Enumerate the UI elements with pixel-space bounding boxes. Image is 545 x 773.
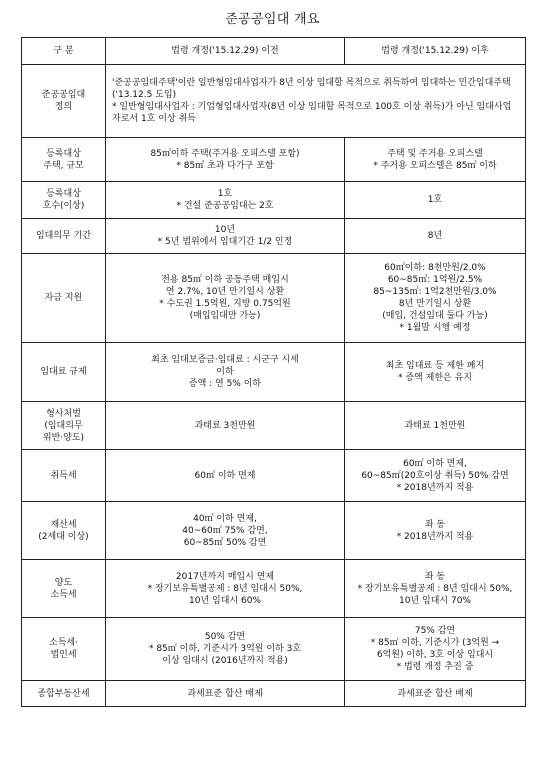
before-cell — [106, 502, 345, 560]
before-line: * 85㎡ 초과 다가구 포함 — [176, 160, 274, 171]
row-category — [22, 502, 106, 560]
before-line: 연 2.7%, 10년 만기일시 상환 — [165, 287, 285, 297]
row-category — [22, 402, 106, 450]
table-row — [22, 450, 526, 502]
after-cell — [345, 138, 526, 182]
row-category — [22, 254, 106, 343]
before-cell — [106, 560, 345, 618]
before-line: 50% 감면 — [204, 632, 246, 642]
before-line: 전용 85㎡ 이하 공동주택 매입시 — [161, 275, 289, 285]
before-line: * 건설 준공공임대는 2호 — [176, 201, 274, 211]
after-cell — [345, 219, 526, 254]
before-line: * 수도권 1.5억원, 지방 0.75억원 — [159, 299, 291, 309]
before-line: 60㎡ 이하 면제 — [194, 470, 256, 481]
after-line: 주택 및 주거용 오피스텔 — [387, 148, 483, 159]
after-line: * 증액 제한은 유지 — [398, 373, 472, 383]
after-line: 최초 임대료 등 제한 폐지 — [385, 361, 485, 371]
before-line: 최초 임대보증금·임대료 : 시군구 시세 — [151, 355, 299, 365]
category-line: 임대료 규제 — [40, 367, 87, 377]
category-line: 위반·양도) — [42, 432, 85, 443]
before-line: * 장기보유특별공제 : 8년 임대시 50%, — [147, 583, 303, 594]
after-line: 과태료 1천만원 — [404, 420, 466, 431]
after-line: 6억원) 이하, 3호 이상 임대시 — [376, 650, 494, 660]
category-line: 법인세 — [50, 650, 77, 660]
before-line: 85㎡이하 주택(주거용 오피스텔 포함) — [150, 148, 300, 159]
row-category — [22, 182, 106, 219]
category-line: 호수(이상) — [42, 201, 85, 211]
before-cell — [106, 618, 345, 681]
category-line: 임대의무 기간 — [35, 231, 92, 241]
after-line: (매입, 건설임대 둘다 가능) — [382, 311, 488, 321]
before-line: 과태료 3천만원 — [194, 420, 256, 431]
before-line: (매입임대만 가능) — [189, 311, 261, 321]
before-cell — [106, 254, 345, 343]
after-line: 8년 만기일시 상환 — [398, 299, 472, 309]
row-category — [22, 343, 106, 402]
before-cell — [106, 681, 345, 707]
before-line: 10년 — [214, 225, 236, 235]
table-row — [22, 219, 526, 254]
header-after: 법령 개정('15.12.29) 이후 — [345, 38, 526, 65]
category-line: 소득세 — [50, 589, 77, 600]
definition-line: '준공공임대주택'이란 일반형임대사업자가 8년 이상 임대할 목적으로 취득하여 임대하는 민간임대주택('13.12.5 도입) — [112, 78, 511, 100]
before-line: 10년 임대시 60% — [189, 595, 261, 606]
after-cell — [345, 560, 526, 618]
row-category — [22, 560, 106, 618]
header-before: 법령 개정('15.12.29) 이전 — [106, 38, 345, 65]
after-cell — [345, 618, 526, 681]
category-line: 주택, 규모 — [43, 160, 84, 171]
category-line: 자금 지원 — [44, 293, 83, 303]
after-cell — [345, 402, 526, 450]
before-cell — [106, 450, 345, 502]
category-line: 소득세· — [49, 638, 78, 648]
after-line: * 85㎡ 이하, 기준시가 (3억원 → — [370, 638, 500, 648]
before-line: 1호 — [217, 189, 233, 199]
before-line: 과세표준 합산 배제 — [187, 688, 263, 699]
after-line: 60~85㎡: 1억원/2.5% — [387, 275, 483, 285]
before-line: 2017년까지 매입시 면제 — [175, 571, 275, 582]
category-line: 취득세 — [50, 470, 77, 481]
table-row — [22, 502, 526, 560]
after-line: * 2018년까지 적용 — [396, 531, 474, 542]
category-line: 재산세 — [50, 519, 77, 530]
header-row — [22, 38, 526, 65]
row-category — [22, 681, 106, 707]
before-line: * 5년 범위에서 임대기간 1/2 인정 — [157, 237, 293, 247]
header-category: 구 분 — [22, 38, 106, 65]
before-line: 40~60㎡ 75% 감면, — [182, 525, 268, 536]
category-line: 양도 — [54, 577, 73, 588]
row-category — [22, 65, 106, 138]
after-line: 1호 — [427, 195, 443, 205]
after-cell — [345, 502, 526, 560]
category-line: (임대의무 — [44, 420, 83, 431]
after-line: 60㎡ 이하 면제, — [403, 458, 467, 469]
after-line: 60㎡이하: 8천만원/2.0% — [384, 263, 486, 273]
category-line: 종합부동산세 — [37, 688, 90, 699]
table-row — [22, 343, 526, 402]
after-cell — [345, 450, 526, 502]
after-cell — [345, 343, 526, 402]
category-line: 정의 — [54, 102, 73, 112]
table-row — [22, 138, 526, 182]
table-row — [22, 254, 526, 343]
comparison-table — [21, 37, 526, 707]
after-line: * 1월말 시행 예정 — [399, 323, 471, 333]
after-line: 85~135㎡: 1억2천만원/3.0% — [373, 287, 497, 297]
before-cell — [106, 182, 345, 219]
category-line: 준공공임대 — [41, 90, 86, 100]
after-line: 좌 동 — [424, 571, 446, 582]
category-line: 등록대상 — [46, 189, 81, 199]
category-line: (2세대 이상) — [38, 531, 89, 542]
row-category — [22, 450, 106, 502]
row-category — [22, 219, 106, 254]
table-row — [22, 560, 526, 618]
definition-text — [106, 65, 526, 138]
after-cell — [345, 681, 526, 707]
table-row — [22, 681, 526, 707]
row-category — [22, 138, 106, 182]
row-category — [22, 618, 106, 681]
document-title: 준공공임대 개요 — [225, 12, 320, 27]
after-line: * 장기보유특별공제 : 8년 임대시 50%, — [357, 583, 513, 594]
before-line: 60~85㎡ 50% 감면 — [183, 537, 267, 548]
after-line: * 법령 개정 추진 중 — [396, 662, 474, 672]
after-line: 좌 동 — [424, 519, 446, 530]
table-row — [22, 618, 526, 681]
before-line: 이하 — [216, 367, 234, 377]
definition-line: * 일반형임대사업자 : 기업형임대사업자(8년 이상 임대할 목적으로 100호 이상 취득)가 아닌 임대사업자로서 1호 이상 취득 — [112, 102, 512, 124]
before-cell — [106, 219, 345, 254]
table-row — [22, 402, 526, 450]
after-cell — [345, 254, 526, 343]
before-line: * 85㎡ 이하, 기준시가 3억원 이하 3호 — [148, 644, 302, 654]
after-line: 과세표준 합산 배제 — [397, 688, 473, 699]
table-row — [22, 182, 526, 219]
after-line: * 주거용 오피스텔은 85㎡ 이하 — [373, 160, 497, 171]
before-line: 40㎡ 이하 면제, — [193, 513, 257, 524]
after-line: 75% 감면 — [414, 626, 456, 636]
before-cell — [106, 138, 345, 182]
before-cell — [106, 343, 345, 402]
category-line: 형사처벌 — [46, 408, 81, 419]
before-cell — [106, 402, 345, 450]
after-line: 8년 — [427, 231, 443, 241]
definition-row — [22, 65, 526, 138]
category-line: 등록대상 — [46, 148, 81, 159]
after-line: 60~85㎡(20호이상 취득) 50% 감면 — [361, 470, 509, 481]
before-line: 이상 임대시 (2016년까지 적용) — [162, 656, 288, 666]
after-cell — [345, 182, 526, 219]
after-line: * 2018년까지 적용 — [396, 482, 474, 493]
before-line: 증액 : 연 5% 이하 — [188, 379, 262, 389]
after-line: 10년 임대시 70% — [399, 595, 471, 606]
